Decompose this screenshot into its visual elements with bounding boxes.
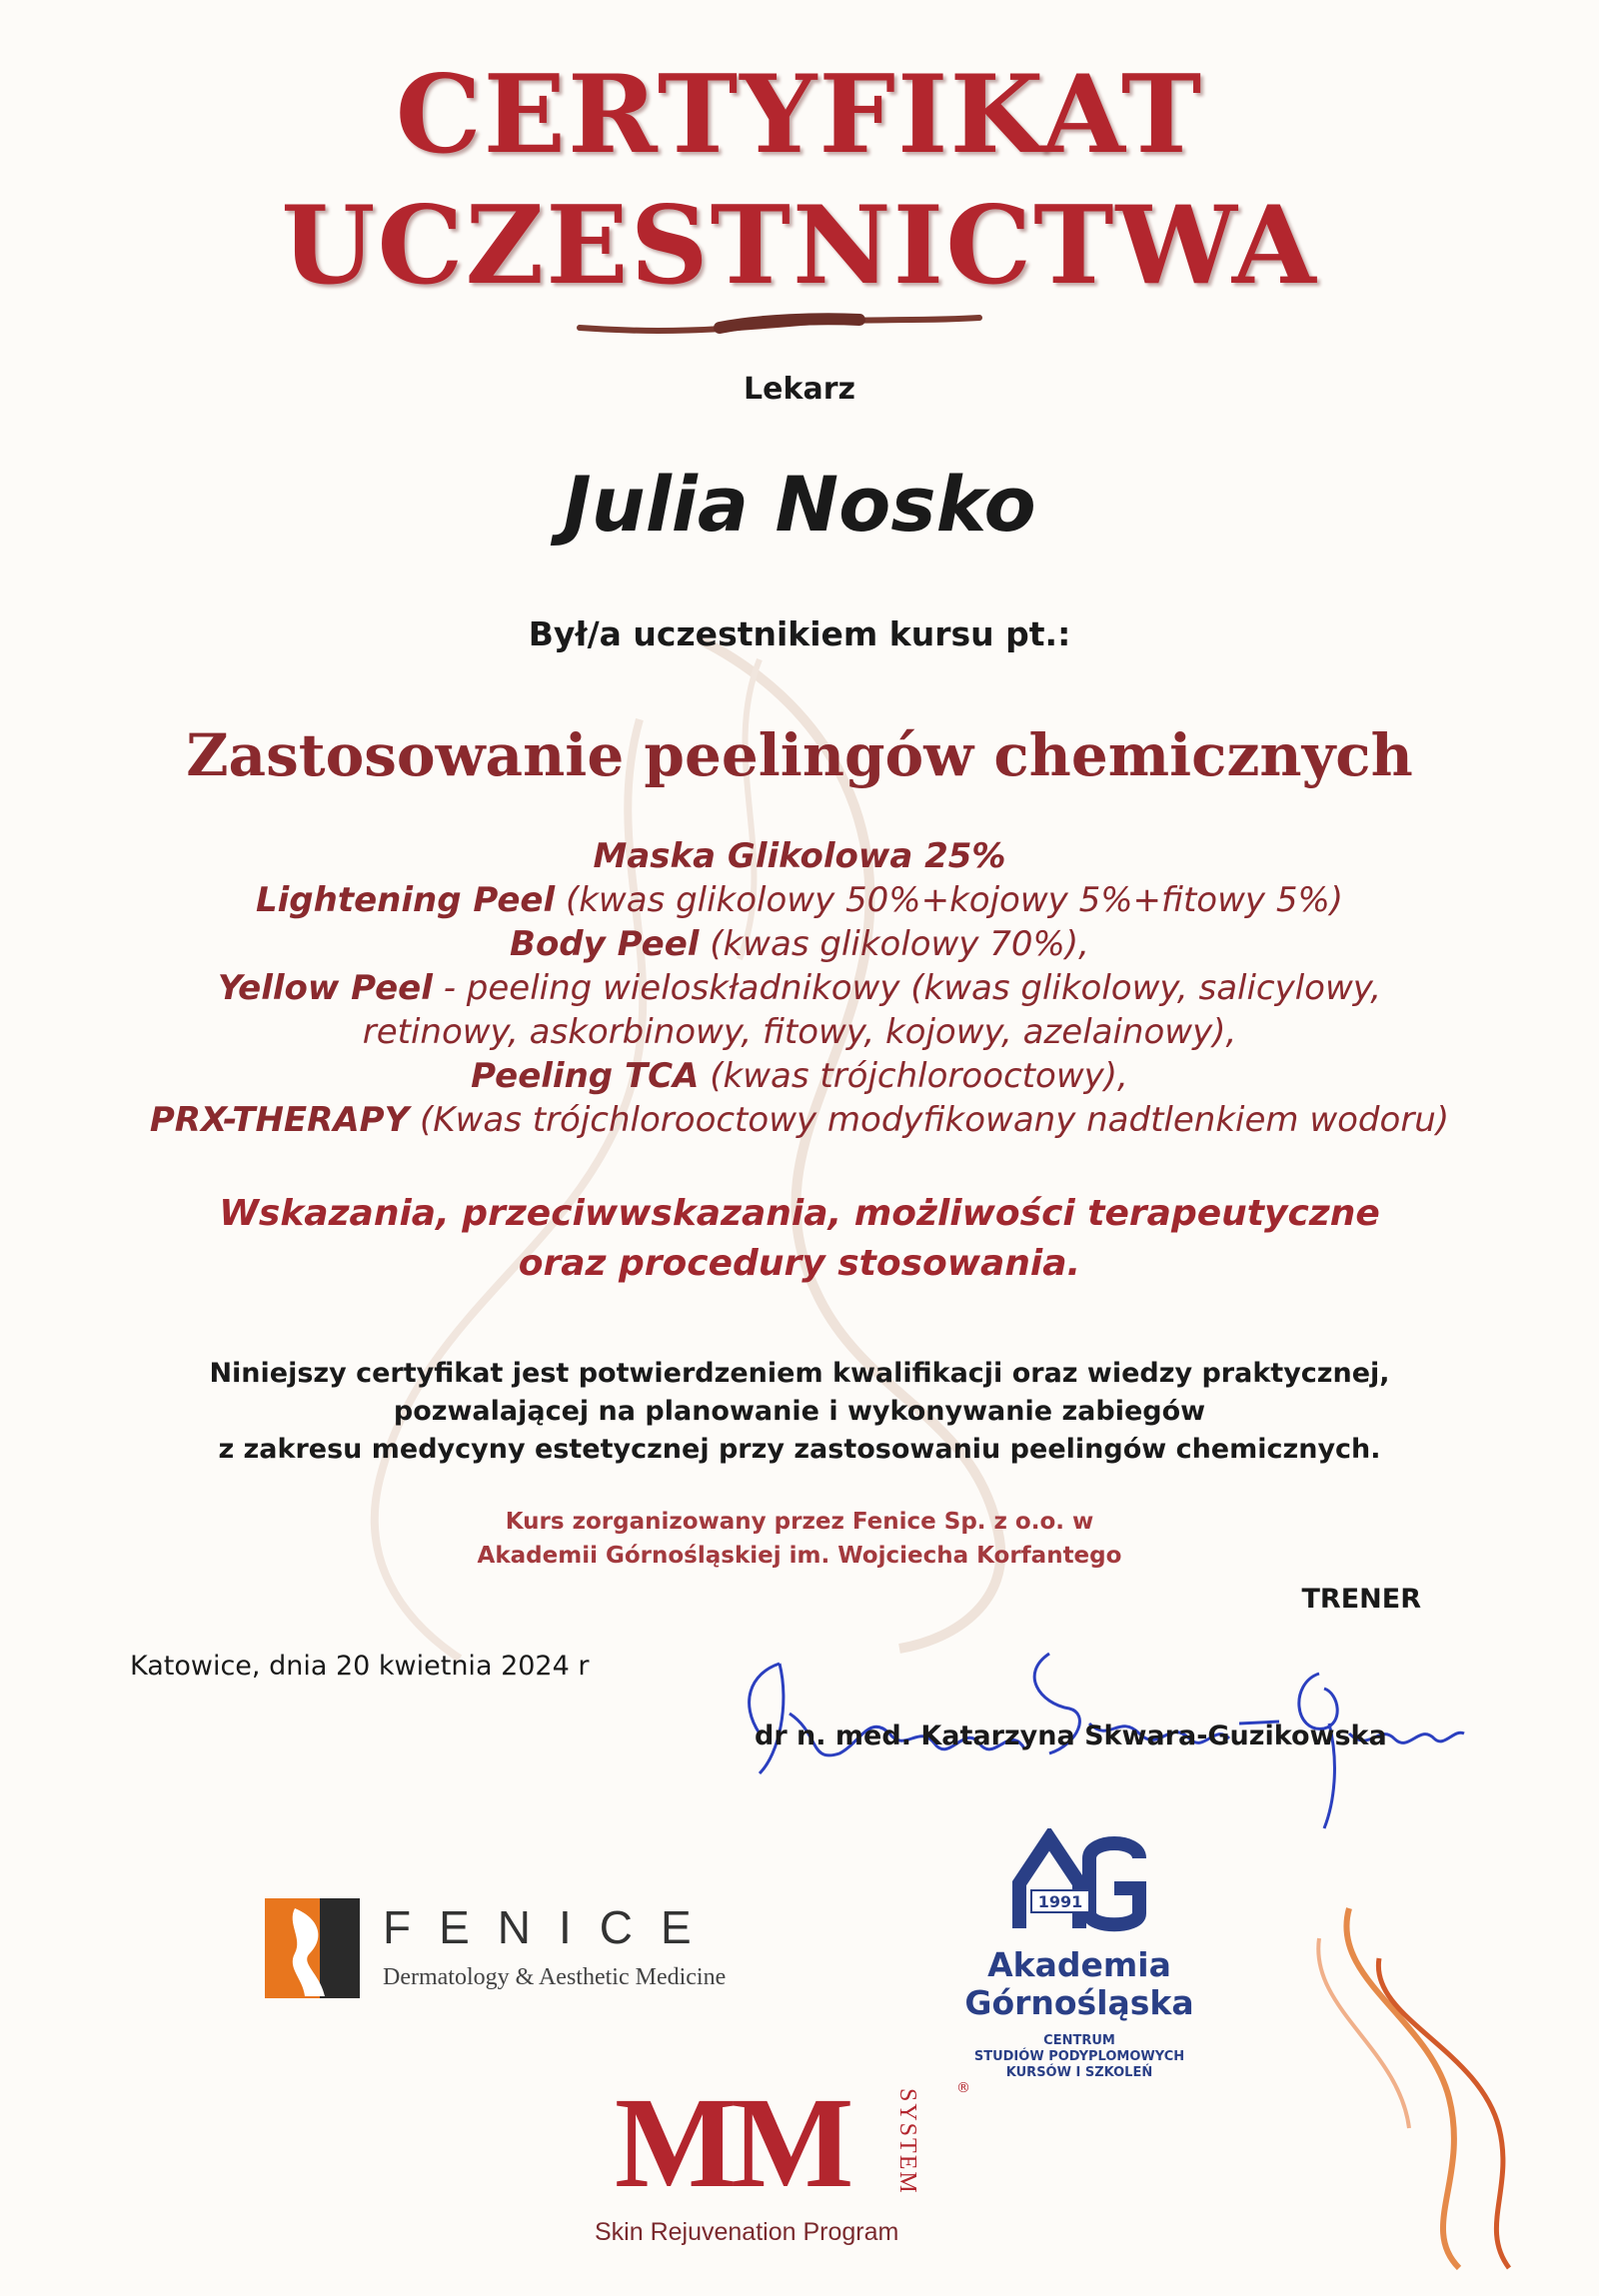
statement-line1: Niniejszy certyfikat jest potwierdzeniem kwalifikacji oraz wiedzy praktycznej,	[209, 1358, 1390, 1389]
organizer-line2: Akademii Górnośląskiej im. Wojciecha Korfantego	[477, 1543, 1122, 1569]
brush-stroke-divider	[560, 300, 999, 350]
indications-line2: oraz procedury stosowania.	[518, 1243, 1081, 1284]
ag-year: 1991	[1037, 1892, 1083, 1911]
course-item: PRX-THERAPY (Kwas trójchlorooctowy modyfikowany nadtlenkiem wodoru)	[149, 1100, 1450, 1140]
certificate-title-line1: CERTYFIKAT	[395, 52, 1204, 178]
place-and-date: Katowice, dnia 20 kwietnia 2024 r	[130, 1651, 590, 1682]
mm-letters: MM	[615, 2071, 848, 2215]
certificate-title-line2: UCZESTNICTWA	[281, 183, 1318, 309]
qualification-statement	[0, 1355, 1599, 1469]
ag-sub-line2: STUDIÓW PODYPLOMOWYCH	[973, 2049, 1185, 2064]
statement-line2: pozwalającej na planowanie i wykonywanie zabiegów	[393, 1396, 1206, 1427]
indications-line1: Wskazania, przeciwwskazania, możliwości terapeutyczne	[219, 1193, 1380, 1234]
course-item: Maska Glikolowa 25%	[593, 836, 1006, 876]
mm-system-logo	[585, 2071, 984, 2268]
trainer-name: dr n. med. Katarzyna Skwara-Guzikowska	[755, 1721, 1387, 1751]
ag-subtitle	[949, 2033, 1209, 2081]
ag-name	[949, 1946, 1209, 2022]
fenice-tagline: Dermatology & Aesthetic Medicine	[383, 1964, 727, 1990]
course-item: retinowy, askorbinowy, fitowy, kojowy, azelainowy),	[362, 1012, 1237, 1052]
course-item: Body Peel (kwas glikolowy 70%),	[510, 924, 1089, 964]
course-item: Peeling TCA (kwas trójchlorooctowy),	[471, 1056, 1128, 1096]
trainer-label: TRENER	[1301, 1584, 1421, 1615]
organizer-line1: Kurs zorganizowany przez Fenice Sp. z o.o. w	[505, 1509, 1094, 1535]
indications-block	[0, 1189, 1599, 1289]
ag-sub-line3: KURSÓW I SZKOLEŃ	[1005, 2065, 1153, 2080]
statement-line3: z zakresu medycyny estetycznej przy zastosowaniu peelingów chemicznych.	[218, 1434, 1381, 1465]
course-title: Zastosowanie peelingów chemicznych	[186, 721, 1413, 789]
fenice-logo	[265, 1898, 765, 2008]
mm-tagline: Skin Rejuvenation Program	[595, 2218, 899, 2246]
ag-emblem-icon	[1009, 1828, 1149, 1938]
fenice-wordmark: FENICE	[383, 1901, 720, 1953]
course-item: Lightening Peel (kwas glikolowy 50%+kojowy 5%+fitowy 5%)	[255, 880, 1344, 920]
ag-name-line2: Górnośląska	[964, 1983, 1194, 2022]
ag-name-line1: Akademia	[987, 1945, 1171, 1984]
course-intro: Był/a uczestnikiem kursu pt.:	[528, 614, 1071, 653]
participant-name: Julia Nosko	[563, 460, 1036, 549]
organizer-info	[0, 1505, 1599, 1573]
course-items-list	[0, 834, 1599, 1142]
course-item: Yellow Peel - peeling wieloskładnikowy (kwas glikolowy, salicylowy,	[217, 968, 1382, 1008]
ag-sub-line1: CENTRUM	[1043, 2033, 1115, 2048]
registered-mark: ®	[956, 2080, 970, 2096]
participant-role: Lekarz	[744, 372, 855, 407]
akademia-gornoslaska-logo	[949, 1828, 1209, 2088]
corner-swirl-decoration	[1309, 1898, 1539, 2278]
mm-system-label: SYSTEM	[894, 2088, 920, 2195]
fenice-figure-icon	[265, 1898, 360, 1998]
